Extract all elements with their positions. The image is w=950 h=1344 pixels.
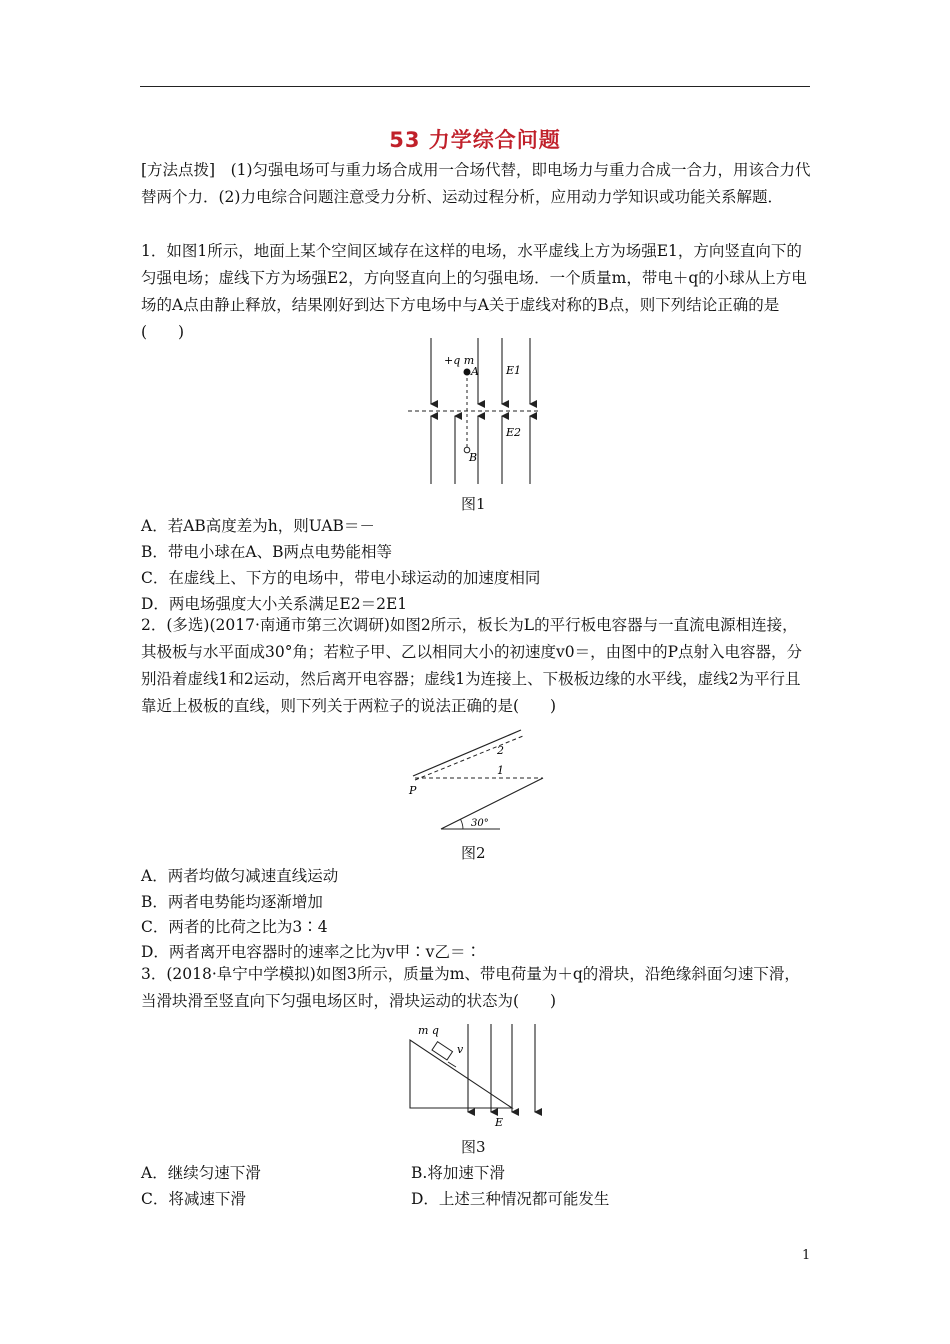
figure-1 [400,334,560,489]
ball-a [464,369,471,376]
question-3-stem: 3．(2018·阜宁中学模拟)如图3所示，质量为m、带电荷量为＋q的滑块，沿绝缘斜面匀速下滑，当滑块滑至竖直向下匀强电场区时，滑块运动的状态为( ) [141,965,800,1010]
q2-option-d[interactable]: D．两者离开电容器时的速率之比为v甲∶v乙＝∶ [141,943,481,961]
q1-option-c[interactable]: C．在虚线上、下方的电场中，带电小球运动的加速度相同 [141,569,541,587]
label-mq: m q [418,1024,439,1037]
page-number: 1 [802,1248,811,1263]
figure-2-caption: 图2 [461,844,486,862]
q3-option-b[interactable]: B.将加速下滑 [411,1164,505,1182]
label-p: P [409,784,417,797]
label-charge: +q m [444,354,475,367]
question-2-stem: 2．(多选)(2017·南通市第三次调研)如图2所示，板长为L的平行板电容器与一直流电源相连接，其极板与水平面成30°角；若粒子甲、乙以相同大小的初速度v0＝，由图中的P点射入电容器，分别沿着虚线1和2运动，然后离开电容器；虚线1为连接上、下极板边缘的水平线，虚线2为平行且靠近上极板的直线，则下列关于两粒子的说法正确的是( ) [141,616,803,715]
question-1-stem: 1．如图1所示，地面上某个空间区域存在这样的电场，水平虚线上方为场强E1，方向竖直向下的匀强电场；虚线下方为场强E2，方向竖直向上的匀强电场．一个质量m，带电＋q的小球从上方电场的A点由静止释放，结果刚好到达下方电场中与A关于虚线对称的B点，则下列结论正确的是( ) [141,242,807,341]
label-b: B [469,451,478,464]
header-rule [140,86,810,87]
label-e1: E1 [506,364,522,377]
label-a: A [471,365,479,378]
label-v: v [457,1043,464,1056]
figure-2 [405,728,555,832]
label-angle: 30° [471,818,489,829]
q1-option-a[interactable]: A．若AB高度差为h，则UAB＝－ [141,517,375,535]
q1-option-d[interactable]: D．两电场强度大小关系满足E2＝2E1 [141,595,408,613]
label-line-2: 2 [497,744,504,757]
q3-option-d[interactable]: D．上述三种情况都可能发生 [411,1190,610,1208]
q3-option-a[interactable]: A．继续匀速下滑 [141,1164,261,1182]
label-line-1: 1 [497,764,504,777]
q3-option-c[interactable]: C．将减速下滑 [141,1190,246,1208]
method-tip [141,157,811,211]
q2-option-c[interactable]: C．两者的比荷之比为3∶4 [141,918,328,936]
q2-option-b[interactable]: B．两者电势能均逐渐增加 [141,893,323,911]
q2-option-a[interactable]: A．两者均做匀减速直线运动 [141,867,339,885]
label-e2: E2 [506,426,522,439]
figure-3-caption: 图3 [461,1138,486,1156]
figure-3 [404,1020,554,1132]
label-e: E [495,1116,504,1129]
page-title: 53 力学综合问题 [389,128,561,152]
method-text: [方法点拨] (1)匀强电场可与重力场合成用一合场代替，即电场力与重力合成一合力，用该合力代替两个力．(2)力电综合问题注意受力分析、运动过程分析，应用动力学知识或功能关系解题． [141,161,811,206]
figure-1-caption: 图1 [461,495,486,513]
q1-option-b[interactable]: B．带电小球在A、B两点电势能相等 [141,543,392,561]
